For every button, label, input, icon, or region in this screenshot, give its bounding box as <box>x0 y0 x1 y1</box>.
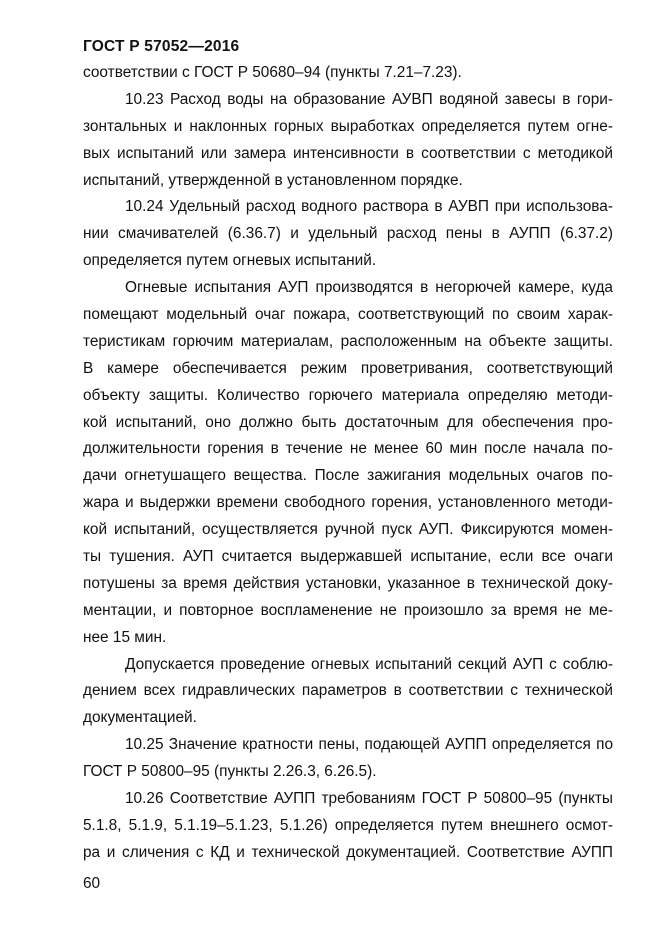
text-line: 10.25 Значение кратности пены, подающей АУПП определяется по <box>125 736 613 754</box>
text-line: 10.23 Расход воды на образование АУВП водяной завесы в гори- <box>125 90 613 108</box>
text-line: документацией. <box>83 709 197 727</box>
text-line: потушены за время действия установки, указанное в технической доку- <box>83 574 613 592</box>
text-line: объекту защиты. Количество горючего материала определяю методи- <box>83 386 613 404</box>
text-line: ГОСТ Р 50800–95 (пункты 2.26.3, 6.26.5). <box>83 763 377 781</box>
text-line: дачи огнетушащего вещества. После зажигания модельных очагов по- <box>83 467 613 485</box>
text-line: ментации, и повторное воспламенение не произошло за время не ме- <box>83 601 613 619</box>
text-line: ра и сличения с КД и технической документацией. Соответствие АУПП <box>83 843 613 861</box>
text-line: Допускается проведение огневых испытаний секций АУП с соблю- <box>125 655 613 673</box>
text-line: кой испытаний, осуществляется ручной пуск АУП. Фиксируются момен- <box>83 521 613 539</box>
text-line: должительности горения в течение не менее 60 мин после начала по- <box>83 440 613 458</box>
text-line: Огневые испытания АУП производятся в негорючей камере, куда <box>125 279 613 297</box>
text-line: кой испытаний, оно должно быть достаточным для обеспечения про- <box>83 413 613 431</box>
text-line: соответствии с ГОСТ Р 50680–94 (пункты 7.21–7.23). <box>83 64 462 81</box>
text-line: жара и выдержки времени свободного горения, установленного методи- <box>83 494 613 512</box>
text-line: испытаний, утвержденной в установленном порядке. <box>83 171 463 189</box>
text-line: теристикам горючим материалам, расположенным на объекте защиты. <box>83 332 613 350</box>
text-line: зонтальных и наклонных горных выработках определяется путем огне- <box>83 117 613 135</box>
text-line: вых испытаний или замера интенсивности в соответствии с методикой <box>83 144 613 162</box>
text-line: В камере обеспечивается режим проветривания, соответствующий <box>83 359 613 377</box>
text-line: определяется путем огневых испытаний. <box>83 252 377 270</box>
text-line: нии смачивателей (6.36.7) и удельный расход пены в АУПП (6.37.2) <box>83 225 613 243</box>
text-line: 10.26 Соответствие АУПП требованиям ГОСТ Р 50800–95 (пункты <box>125 790 613 808</box>
text-line: 10.24 Удельный расход водного раствора в АУВП при использова- <box>125 198 613 216</box>
text-line: помещают модельный очаг пожара, соответствующий по своим харак- <box>83 306 613 324</box>
standard-header: ГОСТ Р 57052—2016 <box>83 38 240 55</box>
text-line: 5.1.8, 5.1.9, 5.1.19–5.1.23, 5.1.26) определяется путем внешнего осмот- <box>83 816 613 834</box>
body-text <box>83 60 613 867</box>
page-number: 60 <box>83 875 101 892</box>
text-line: нее 15 мин. <box>83 628 167 646</box>
text-line: ты тушения. АУП считается выдержавшей испытание, если все очаги <box>83 548 613 566</box>
text-line: дением всех гидравлических параметров в соответствии с технической <box>83 682 613 700</box>
